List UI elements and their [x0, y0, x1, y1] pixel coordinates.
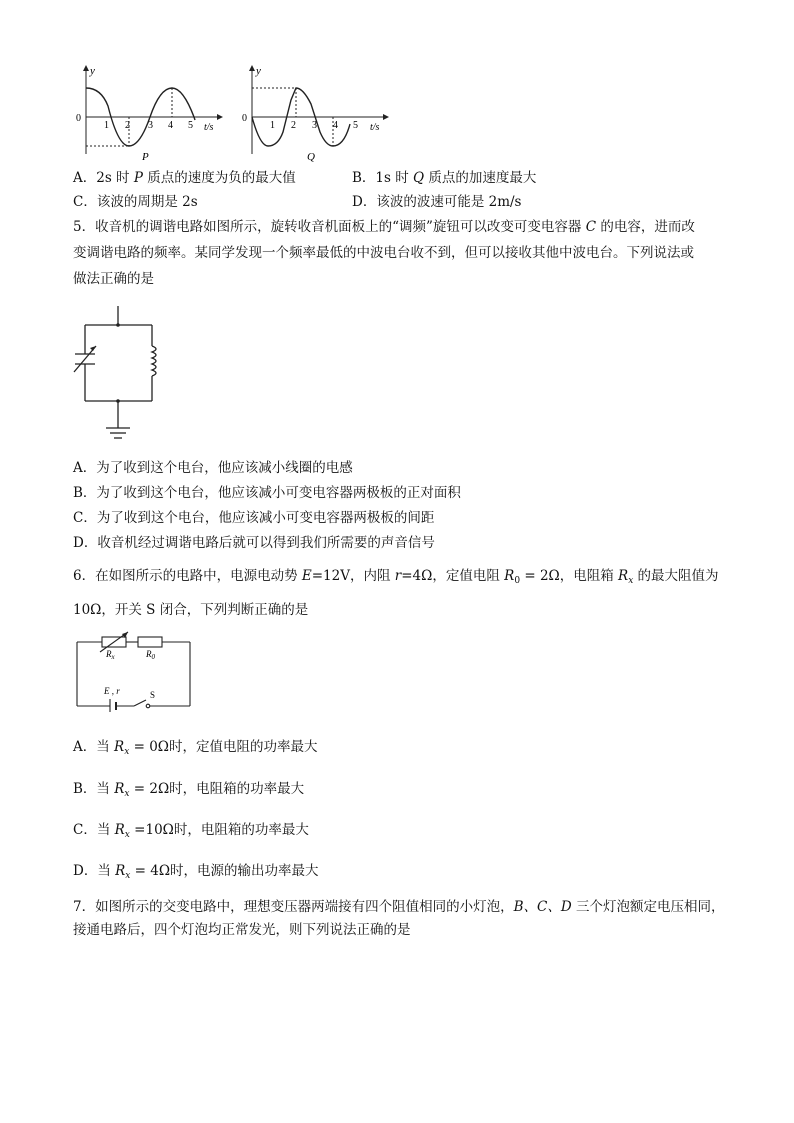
q5-option-a: A．为了收到这个电台，他应该减小线圈的电感 — [73, 460, 353, 476]
q6-circuit — [70, 630, 200, 712]
tick-label: 2 — [125, 120, 130, 131]
tick-label: 3 — [312, 120, 317, 131]
source-label: E , r — [104, 686, 120, 696]
figure-caption: Q — [307, 151, 315, 163]
q4-option-a: A．2s 时 P 质点的速度为负的最大值 — [73, 170, 296, 186]
resistor-r0 — [138, 637, 162, 647]
q6-stem-line2: 10Ω，开关 S 闭合，下列判断正确的是 — [73, 602, 309, 618]
inductor-coil — [152, 346, 156, 376]
q6-stem: 6．在如图所示的电路中，电源电动势 E=12V，内阻 r=4Ω，定值电阻 $R_0 = 2\Omega$，电阻箱 $R_x$ 的最大阻值为 — [73, 568, 719, 586]
r0-label: $R_0$ — [146, 649, 155, 661]
rx-label: $R_x$ — [106, 649, 115, 661]
y-label: y — [256, 65, 261, 77]
q6-option-b: B．当 $R_x = 2\Omega$时，电阻箱的功率最大 — [73, 781, 305, 799]
switch-s — [134, 700, 146, 706]
tick-label: 2 — [291, 120, 296, 131]
q5-stem: 5．收音机的调谐电路如图所示，旋转收音机面板上的“调频”旋钮可以改变可变电容器 C 的电容，进而改 — [73, 219, 695, 235]
tick-label: 4 — [168, 120, 173, 131]
t-label: t/s — [204, 122, 214, 133]
q7-stem: 7．如图所示的交变电路中，理想变压器两端接有四个阻值相同的小灯泡，B、C、D 三个灯泡额定电压相同， — [73, 899, 725, 915]
q4-option-c: C．该波的周期是 2s — [73, 194, 198, 210]
tick-label: 5 — [188, 120, 193, 131]
tick-label: 4 — [333, 120, 338, 131]
wave-figure-q — [240, 62, 400, 164]
origin-label: 0 — [242, 113, 247, 124]
q5-option-c: C．为了收到这个电台，他应该减小可变电容器两极板的间距 — [73, 510, 435, 526]
t-label: t/s — [370, 122, 380, 133]
q6-option-d: D．当 $R_x = 4\Omega$时，电源的输出功率最大 — [73, 863, 319, 881]
wave-figure-p — [70, 62, 230, 164]
switch-label: S — [150, 690, 156, 700]
q6-option-a: A．当 $R_x = 0\Omega$时，定值电阻的功率最大 — [73, 739, 318, 757]
tick-label: 1 — [270, 120, 275, 131]
tick-label: 3 — [148, 120, 153, 131]
tick-label: 5 — [353, 120, 358, 131]
origin-label: 0 — [76, 113, 81, 124]
q5-option-d: D．收音机经过调谐电路后就可以得到我们所需要的声音信号 — [73, 535, 435, 551]
q5-stem-line3: 做法正确的是 — [73, 271, 154, 287]
lc-tuning-circuit — [70, 302, 170, 448]
tick-label: 1 — [104, 120, 109, 131]
q6-option-c: C．当 $R_x =10\Omega$时，电阻箱的功率最大 — [73, 822, 309, 840]
variable-capacitor-arrow — [90, 346, 96, 351]
q4-option-b: B．1s 时 Q 质点的加速度最大 — [352, 170, 537, 186]
q5-option-b: B．为了收到这个电台，他应该减小可变电容器两极板的正对面积 — [73, 485, 461, 501]
figure-caption: P — [142, 151, 149, 163]
q7-stem-line2: 接通电路后，四个灯泡均正常发光，则下列说法正确的是 — [73, 922, 411, 938]
q5-stem-line2: 变调谐电路的频率。某同学发现一个频率最低的中波电台收不到，但可以接收其他中波电台。下列说法或 — [73, 245, 694, 261]
q4-option-d: D．该波的波速可能是 2m/s — [352, 194, 522, 210]
y-label: y — [90, 65, 95, 77]
